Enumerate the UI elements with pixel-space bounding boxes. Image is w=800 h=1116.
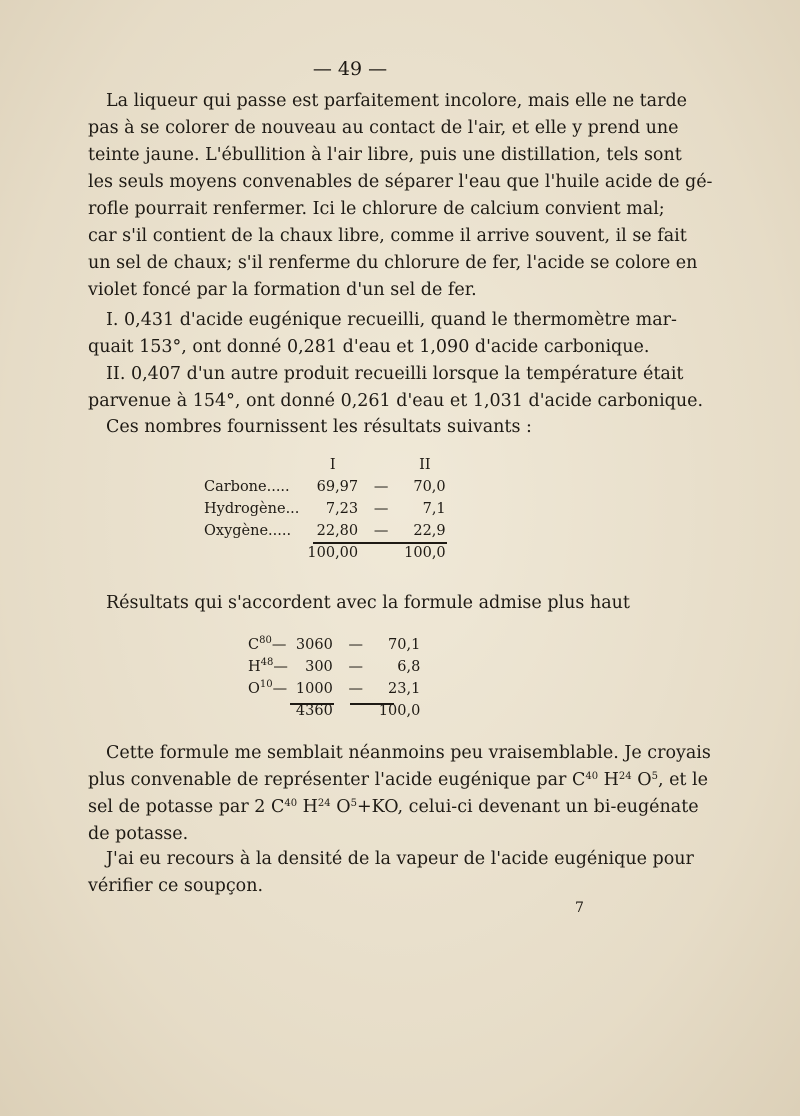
column-header: II <box>419 457 431 473</box>
total-rule <box>350 703 394 705</box>
text-line: violet foncé par la formation d'un sel de fer. <box>88 280 477 300</box>
cell-dash: — <box>373 479 389 495</box>
text-line: Résultats qui s'accordent avec la formule admise plus haut <box>106 593 630 613</box>
text-line: teinte jaune. L'ébullition à l'air libre, puis une distillation, tels sont <box>88 145 682 165</box>
cell-value: 6,8 <box>397 659 421 675</box>
page-number-header: — 49 — <box>312 58 388 80</box>
table-row <box>200 476 450 498</box>
paragraph-3 <box>88 361 704 415</box>
paragraph-2 <box>88 307 677 361</box>
total-value: 100,0 <box>378 703 421 719</box>
text-line: vérifier ce soupçon. <box>88 876 264 896</box>
table-header-row <box>200 454 450 476</box>
cell-value: 70,0 <box>413 479 446 495</box>
text-line: II. 0,407 d'un autre produit recueilli lorsque la température était <box>106 364 684 384</box>
cell-value: 22,80 <box>316 523 359 539</box>
paragraph-6 <box>88 740 711 848</box>
table-row <box>244 634 424 656</box>
text-line: I. 0,431 d'acide eugénique recueilli, quand le thermomètre mar- <box>106 310 677 330</box>
row-label: Hydrogène... <box>204 501 300 517</box>
cell-dash: — <box>348 637 364 653</box>
cell-dash: — <box>373 523 389 539</box>
text-line: quait 153°, ont donné 0,281 d'eau et 1,090 d'acide carbonique. <box>88 337 650 357</box>
cell-value: 7,1 <box>422 501 446 517</box>
cell-value: 69,97 <box>316 479 359 495</box>
results-table <box>200 454 450 564</box>
cell-value: 22,9 <box>413 523 446 539</box>
cell-dash: — <box>348 681 364 697</box>
total-rule <box>290 703 334 705</box>
cell-value: 7,23 <box>325 501 359 517</box>
table-row <box>244 656 424 678</box>
text-line: plus convenable de représenter l'acide eugénique par $C^{40}$ $H^{24}$ $O^5$, et le <box>88 770 708 790</box>
text-line: les seuls moyens convenables de séparer l'eau que l'huile acide de gé- <box>88 172 713 192</box>
text-line: La liqueur qui passe est parfaitement incolore, mais elle ne tarde <box>106 91 688 111</box>
column-header: I <box>329 457 336 473</box>
element-symbol: $O^{10}—$ <box>248 679 288 697</box>
text-line: J'ai eu recours à la densité de la vapeur de l'acide eugénique pour <box>106 849 694 869</box>
total-value: 100,0 <box>404 545 446 561</box>
text-line: sel de potasse par 2 $C^{40}$ $H^{24}$ $O^5+KO$, celui-ci devenant un bi-eugénate <box>88 797 699 817</box>
paragraph-7 <box>88 846 694 900</box>
text-line: Cette formule me semblait néanmoins peu vraisemblable. Je croyais <box>106 743 711 763</box>
cell-dash: — <box>373 501 389 517</box>
cell-dash: — <box>348 659 364 675</box>
table-row <box>200 520 450 542</box>
row-label: Carbone..... <box>204 479 290 495</box>
row-label: Oxygène..... <box>204 523 292 539</box>
text-line: car s'il contient de la chaux libre, comme il arrive souvent, il se fait <box>88 226 687 246</box>
table-row <box>200 498 450 520</box>
text-line: parvenue à 154°, ont donné 0,261 d'eau et 1,031 d'acide carbonique. <box>88 391 704 411</box>
text-line: un sel de chaux; s'il renferme du chlorure de fer, l'acide se colore en <box>88 253 698 273</box>
cell-value: 70,1 <box>388 637 421 653</box>
text-line: rofle pourrait renfermer. Ici le chlorure de calcium convient mal; <box>88 199 665 219</box>
cell-value: 3060 <box>295 637 333 653</box>
table-total-row <box>200 542 450 564</box>
cell-value: 23,1 <box>388 681 421 697</box>
paragraph-5 <box>88 590 648 617</box>
cell-value: 1000 <box>295 681 333 697</box>
total-rule <box>313 542 447 544</box>
formula-table <box>244 634 424 722</box>
cell-value: 300 <box>305 659 333 675</box>
text-line: Ces nombres fournissent les résultats suivants : <box>106 417 532 437</box>
table-total-row <box>244 700 424 722</box>
paragraph-4 <box>88 414 648 441</box>
text-line: pas à se colorer de nouveau au contact de l'air, et elle y prend une <box>88 118 679 138</box>
element-symbol: $H^{48}—$ <box>248 657 288 675</box>
paragraph-1 <box>88 88 713 304</box>
text-line: de potasse. <box>88 824 189 844</box>
signature-mark: 7 <box>575 900 584 916</box>
total-value: 100,00 <box>307 545 359 561</box>
element-symbol: $C^{80}—$ <box>248 635 287 653</box>
table-row <box>244 678 424 700</box>
total-value: 4360 <box>295 703 333 719</box>
